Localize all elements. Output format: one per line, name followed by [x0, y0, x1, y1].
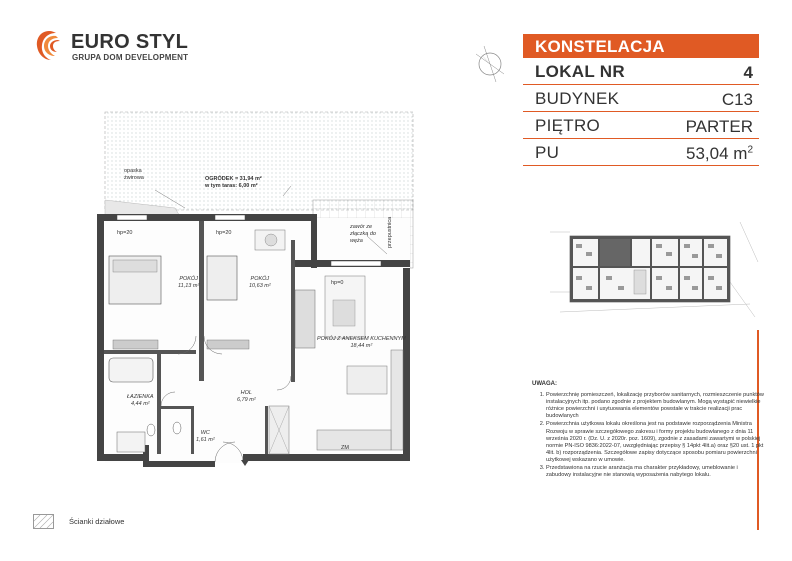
wall-label: przepustnica [387, 216, 393, 248]
area-value: 53,04 m [686, 144, 748, 163]
notes-section [532, 381, 764, 480]
room-label-wc [196, 430, 215, 444]
info-value: PARTER [685, 117, 753, 136]
valve-label [350, 224, 376, 245]
gravel-label [124, 168, 144, 182]
room-name: WC [200, 430, 210, 436]
area-unit-sup: 2 [747, 144, 753, 156]
note-item: 1. Powierzchnię pomieszczeń, lokalizację przyborów sanitarnych, rozmieszczenie punktów instalacyjnych itp. podano zgodnie z projektem budowlanym. Mogą wystąpić niewielkie różnice powierzchni i usytuowania elementów powstałe w trakcie realizacji prac budowlanych [546, 392, 764, 420]
brand-subtitle: GRUPA DOM DEVELOPMENT [72, 53, 189, 62]
valve-label-line-3: węża [350, 238, 363, 244]
legend-label: Ścianki działowe [69, 517, 125, 526]
garden-label: OGRÓDEK = 31,94 m² [205, 176, 262, 182]
notes-title: UWAGA: [532, 381, 557, 387]
room-area: 6,79 m² [237, 397, 256, 403]
project-name: KONSTELACJA [523, 34, 759, 58]
partition-wall-swatch-icon [33, 514, 54, 529]
info-row-building [523, 85, 759, 112]
room-label-bedroom-1 [178, 276, 199, 290]
terrace-label: w tym taras: 6,00 m² [205, 183, 258, 189]
room-label-bedroom-2 [249, 276, 271, 290]
info-label: PU [535, 143, 560, 162]
highlighted-unit [600, 239, 630, 266]
room-area: 18,44 m² [350, 343, 373, 349]
unit-info-panel [523, 34, 759, 166]
room-area: 10,63 m² [249, 283, 271, 289]
room-label-living-kitchen [317, 336, 406, 350]
info-row-unit-number [523, 58, 759, 85]
valve-label-line-1: zawór ze [350, 224, 373, 230]
info-value: 4 [743, 63, 753, 82]
valve-label-line-2: złączką do [350, 231, 376, 237]
notes-list [532, 392, 764, 479]
room-label-hall [237, 390, 256, 404]
garden-area [105, 112, 413, 210]
floor-plan [95, 100, 425, 470]
info-label: BUDYNEK [535, 89, 620, 108]
sill-height-label: hp=0 [331, 280, 344, 286]
info-label: PIĘTRO [535, 116, 601, 135]
brand-name: EURO STYL [71, 31, 189, 53]
room-name: ŁAZIENKA [127, 394, 154, 400]
sill-height-label: hp=20 [117, 230, 133, 236]
room-name: HOL [240, 390, 252, 396]
sill-height-label: hp=20 [216, 230, 232, 236]
note-item: 2. Powierzchnia użytkowa lokalu określona jest na podstawie rozporządzenia Ministra Rozwoju w sprawie szczegółowego zakresu i formy projektu budowlanego z dnia 11 września 2020 r. (Dz. U. z 2020r. poz. 1609), zgodnie z zasadami zawartymi w polskiej normie PN-ISO 9836:2022-07, uwzględniając przepisy § 14pkt 4lit.a) oraz §20 ust. 1 pkt 4lit. b) rozporządzenia. Szczegółowe zapisy dotyczące sposobu pomiaru powierzchni użytkowej wskazano w umowie. [546, 421, 764, 464]
euro-styl-logo-icon [34, 29, 64, 63]
brand-logo [34, 29, 194, 69]
meter-label: ZM [341, 445, 349, 451]
gravel-label-line-2: żwirowa [124, 175, 144, 181]
room-name: POKÓJ [179, 276, 198, 282]
room-area: 11,13 m² [178, 283, 200, 289]
room-name: POKÓJ [250, 276, 270, 282]
info-label: LOKAL NR [535, 62, 625, 81]
room-area: 1,61 m² [196, 437, 215, 443]
gravel-label-line-1: opaska [124, 168, 142, 174]
info-value [686, 144, 753, 164]
info-row-area [523, 139, 759, 166]
room-name: POKÓJ Z ANEKSEM KUCHENNYM [317, 336, 406, 342]
building-key-plan [550, 222, 760, 322]
room-area: 4,44 m² [130, 401, 150, 407]
info-row-floor [523, 112, 759, 139]
note-item: 3. Przedstawiona na rzucie aranżacja ma charakter przykładowy, umeblowanie i zabudowy instalacyjne nie stanowią wyposażenia nabytego lokalu. [546, 465, 764, 479]
info-value: C13 [721, 90, 753, 109]
north-arrow-icon [470, 44, 510, 84]
room-label-bathroom [127, 394, 154, 408]
